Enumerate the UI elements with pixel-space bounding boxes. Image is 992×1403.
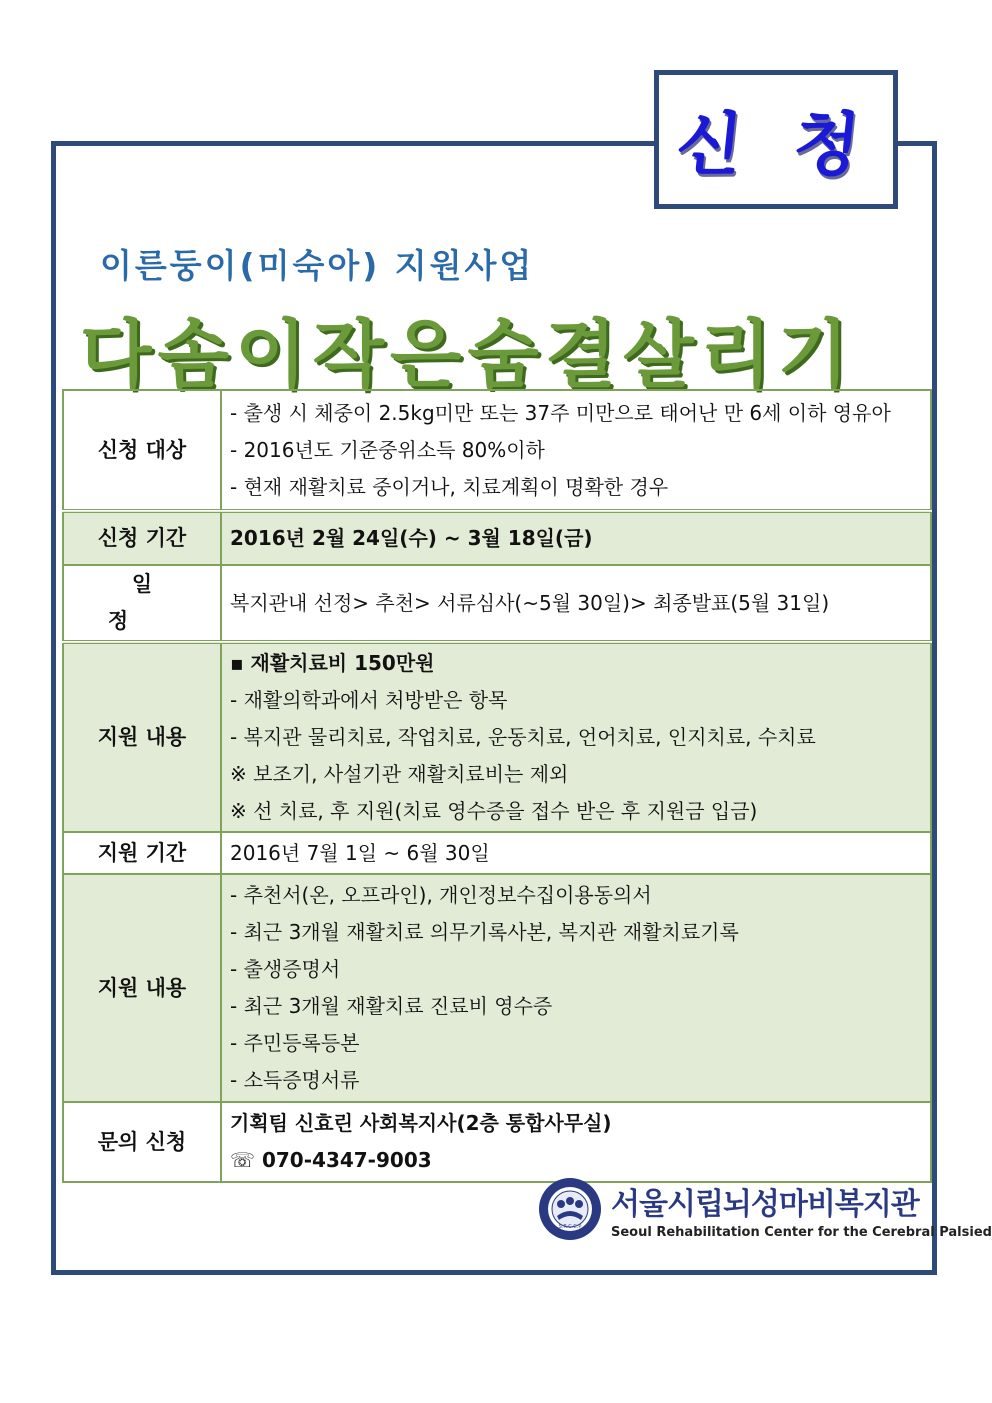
docs-line-3: - 출생증명서 (230, 957, 341, 981)
support-line-3: - 복지관 물리치료, 작업치료, 운동치료, 언어치료, 인지치료, 수치료 (230, 725, 816, 749)
row-target (63, 390, 931, 511)
row-schedule (63, 565, 931, 642)
contact-label: 문의 신청 (63, 1102, 221, 1182)
program-title: 다솜이작은숨결살리기 (80, 312, 855, 398)
docs-line-1: - 추천서(온, 오프라인), 개인정보수집이용동의서 (230, 883, 652, 907)
support-line-2: - 재활의학과에서 처방받은 항목 (230, 688, 508, 712)
docs-line-5: - 주민등록등본 (230, 1031, 360, 1055)
row-docs (63, 874, 931, 1102)
support-period-label: 지원 기간 (63, 832, 221, 874)
support-cell (221, 642, 931, 832)
target-cell (221, 390, 931, 511)
stamp-text: 신 청 (672, 106, 879, 185)
contact-phone: ☏ 070-4347-9003 (230, 1148, 432, 1172)
apply-stamp (654, 70, 898, 209)
target-line-2: - 2016년도 기준중위소득 80%이하 (230, 437, 545, 462)
support-period-value: 2016년 7월 1일 ~ 6월 30일 (221, 832, 931, 874)
docs-cell (221, 874, 931, 1102)
support-label: 지원 내용 (63, 642, 221, 832)
row-period (63, 511, 931, 565)
support-line-5: ※ 선 치료, 후 지원(치료 영수증을 접수 받은 후 지원금 입금) (230, 799, 758, 823)
info-table (62, 389, 932, 1183)
org-seal-icon (537, 1176, 603, 1242)
period-value: 2016년 2월 24일(수) ~ 3월 18일(금) (221, 511, 931, 565)
support-line-1: ▪ 재활치료비 150만원 (230, 651, 435, 675)
contact-name: 기획팀 신효린 사회복지사(2층 통합사무실) (230, 1111, 612, 1135)
target-line-1: - 출생 시 체중이 2.5kg미만 또는 37주 미만으로 태어난 만 6세 이하 영유아 (230, 400, 891, 425)
target-label: 신청 대상 (63, 390, 221, 511)
docs-line-4: - 최근 3개월 재활치료 진료비 영수증 (230, 994, 553, 1018)
period-label: 신청 기간 (63, 511, 221, 565)
org-name-en: Seoul Rehabilitation Center for the Cerebral Palsied (611, 1224, 992, 1240)
schedule-label: 일 정 (107, 572, 201, 633)
docs-line-6: - 소득증명서류 (230, 1068, 360, 1092)
docs-line-2: - 최근 3개월 재활치료 의무기록사본, 복지관 재활치료기록 (230, 920, 739, 944)
schedule-value: 복지관내 선정> 추천> 서류심사(~5월 30일)> 최종발표(5월 31일) (221, 565, 931, 642)
seal-text: S.R.C.C.P (558, 1224, 582, 1230)
row-support-period (63, 832, 931, 874)
org-logo (537, 1176, 992, 1242)
support-line-4: ※ 보조기, 사설기관 재활치료비는 제외 (230, 762, 569, 786)
org-name-block (611, 1179, 992, 1240)
target-line-3: - 현재 재활치료 중이거나, 치료계획이 명확한 경우 (230, 474, 669, 499)
row-support (63, 642, 931, 832)
docs-label: 지원 내용 (63, 874, 221, 1102)
org-name-kr: 서울시립뇌성마비복지관 (611, 1186, 919, 1222)
row-contact (63, 1102, 931, 1182)
program-subtitle: 이른둥이(미숙아) 지원사업 (100, 246, 535, 285)
contact-cell (221, 1102, 931, 1182)
schedule-label-cell (63, 565, 221, 642)
